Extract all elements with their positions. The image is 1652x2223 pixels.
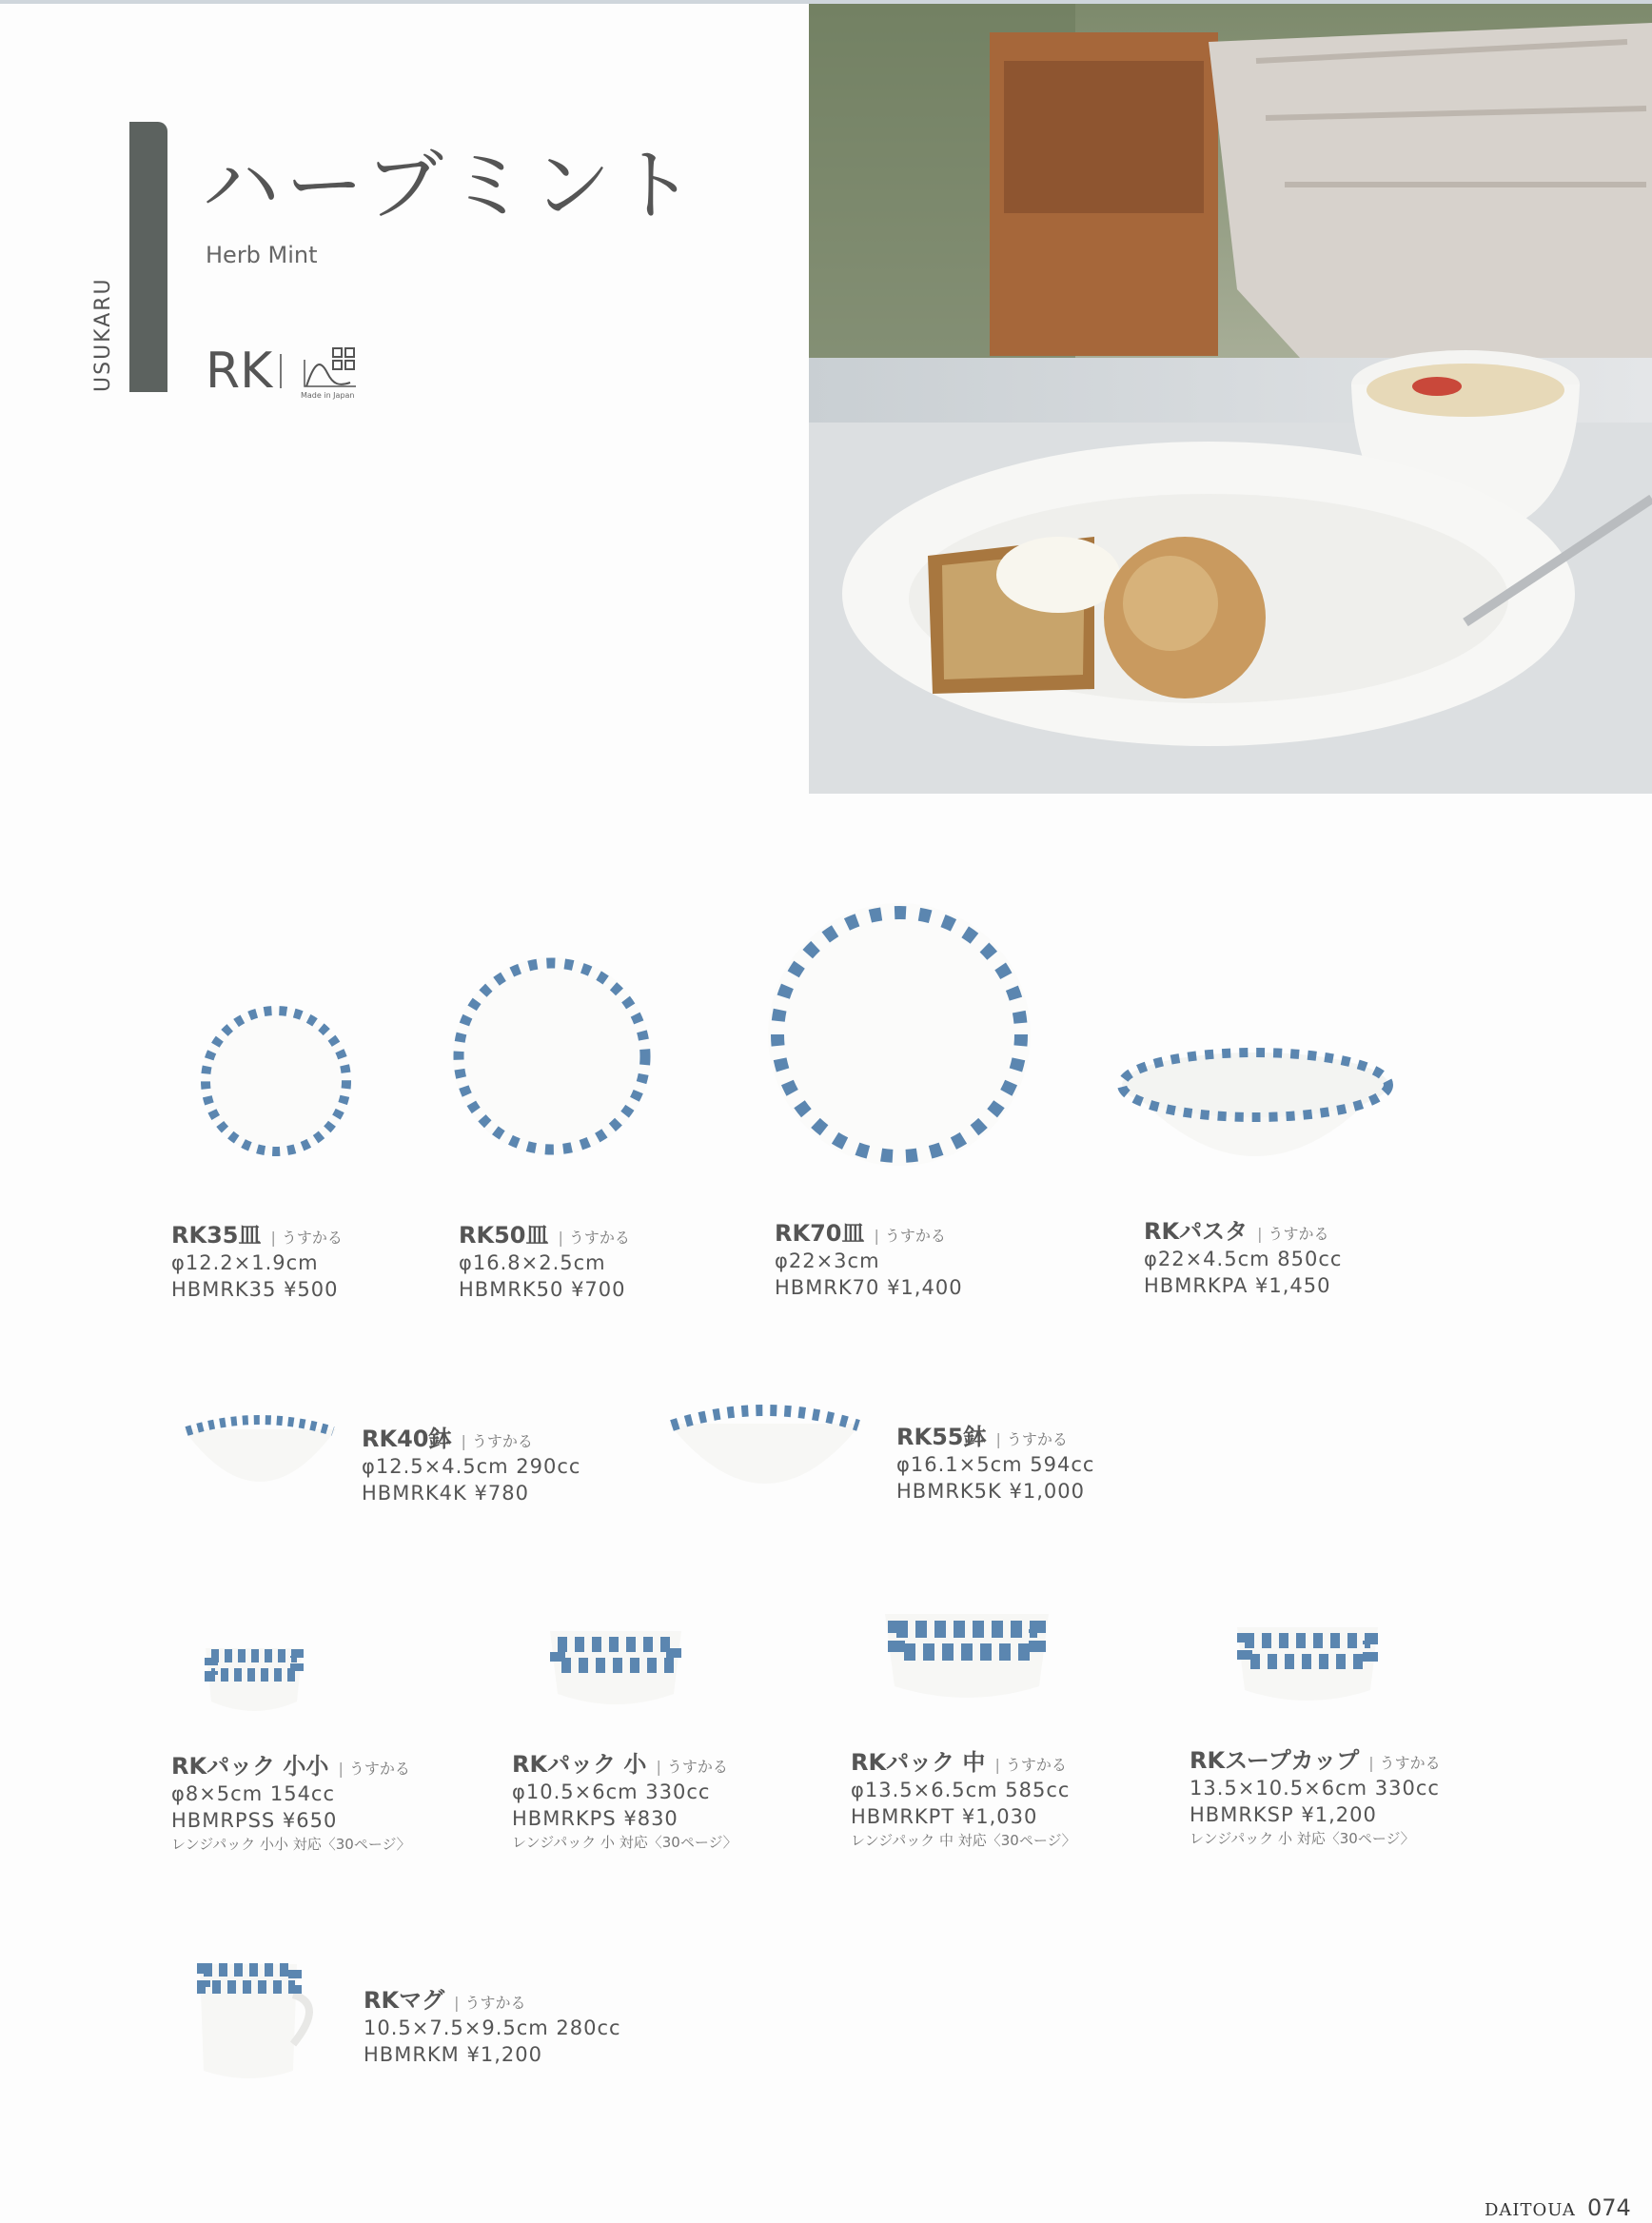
- page-number: 074: [1587, 2194, 1631, 2221]
- product-note: レンジパック 小小 対応〈30ページ〉: [171, 1836, 411, 1853]
- product-size: 10.5×7.5×9.5cm 280cc: [364, 2016, 621, 2039]
- product-code-price: HBMRKPT ¥1,030: [851, 1805, 1038, 1828]
- series-code: RK: [206, 343, 273, 400]
- rk-pasta-image: [1117, 1028, 1393, 1180]
- product-rk-pack-s: [512, 1745, 738, 1853]
- rk-pack-xs-image: [202, 1639, 306, 1721]
- product-code-price: HBMRKSP ¥1,200: [1190, 1803, 1377, 1826]
- rk70-plate-image: [761, 896, 1037, 1172]
- product-rk40: [362, 1420, 580, 1506]
- product-note: レンジパック 小 対応〈30ページ〉: [512, 1834, 738, 1851]
- rk55-bowl-image: [664, 1401, 866, 1513]
- product-rk-soup-cup: [1190, 1741, 1441, 1849]
- product-size: 13.5×10.5×6cm 330cc: [1190, 1777, 1440, 1800]
- footer-brand: DAITOUA: [1485, 2200, 1576, 2220]
- product-name: RKパスタ: [1144, 1218, 1249, 1245]
- product-name: RK70皿: [775, 1220, 865, 1247]
- page-subtitle: Herb Mint: [206, 242, 318, 268]
- product-tag: | うすかる: [558, 1229, 629, 1247]
- rk-mug-image: [194, 1957, 327, 2086]
- product-code-price: HBMRK5K ¥1,000: [896, 1480, 1085, 1503]
- product-name: RKパック 小: [512, 1751, 647, 1778]
- product-rk-pack-xs: [171, 1747, 411, 1855]
- product-code-price: HBMRKM ¥1,200: [364, 2043, 542, 2066]
- product-tag: | うすかる: [1368, 1754, 1440, 1772]
- product-code-price: HBMRK70 ¥1,400: [775, 1276, 963, 1299]
- product-name: RKスープカップ: [1190, 1747, 1360, 1774]
- product-size: φ13.5×6.5cm 585cc: [851, 1779, 1071, 1801]
- product-code-price: HBMRK4K ¥780: [362, 1482, 529, 1505]
- product-size: φ8×5cm 154cc: [171, 1782, 336, 1805]
- rk-pack-m-image: [881, 1606, 1052, 1709]
- product-tag: | うすかる: [994, 1756, 1066, 1774]
- rk50-plate-image: [445, 950, 659, 1163]
- product-tag: | うすかる: [338, 1760, 409, 1778]
- product-note: レンジパック 小 対応〈30ページ〉: [1190, 1830, 1415, 1847]
- product-name: RKパック 小小: [171, 1753, 329, 1780]
- product-rk50: [459, 1216, 630, 1303]
- product-size: φ12.5×4.5cm 290cc: [362, 1455, 581, 1478]
- rk-soup-cup-image: [1233, 1620, 1382, 1711]
- product-tag: | うすかる: [1257, 1225, 1328, 1243]
- rk40-bowl-image: [179, 1410, 341, 1505]
- product-size: φ22×4.5cm 850cc: [1144, 1248, 1343, 1270]
- product-size: φ10.5×6cm 330cc: [512, 1780, 711, 1803]
- page-title: ハーブミント: [202, 141, 700, 231]
- product-tag: | うすかる: [995, 1430, 1067, 1448]
- product-size: φ22×3cm: [775, 1249, 880, 1272]
- hero-photo: [809, 4, 1652, 794]
- product-tag: | うすかる: [874, 1227, 945, 1245]
- product-tag: | うすかる: [270, 1229, 342, 1247]
- side-label: USUKARU: [91, 277, 115, 392]
- made-in-japan-label: Made in Japan: [301, 391, 355, 400]
- product-name: RK35皿: [171, 1222, 262, 1249]
- product-size: φ16.1×5cm 594cc: [896, 1453, 1095, 1476]
- product-code-price: HBMRPSS ¥650: [171, 1809, 338, 1832]
- product-rk-pasta: [1144, 1212, 1342, 1299]
- product-size: φ12.2×1.9cm: [171, 1251, 319, 1274]
- product-rk70: [775, 1214, 963, 1301]
- product-name: RKパック 中: [851, 1749, 986, 1776]
- product-note: レンジパック 中 対応〈30ページ〉: [851, 1832, 1076, 1849]
- product-code-price: HBMRK35 ¥500: [171, 1278, 339, 1301]
- product-name: RK50皿: [459, 1222, 549, 1249]
- series-accent-bar: [129, 122, 167, 392]
- product-rk35: [171, 1216, 343, 1303]
- product-code-price: HBMRKPS ¥830: [512, 1807, 678, 1830]
- product-rk-mug: [364, 1981, 621, 2068]
- product-name: RKマグ: [364, 1987, 445, 2014]
- rk35-plate-image: [190, 995, 362, 1167]
- rk-pack-s-image: [546, 1623, 685, 1715]
- product-tag: | うすかる: [461, 1432, 532, 1450]
- series-divider: [280, 354, 282, 388]
- product-rk55: [896, 1418, 1094, 1505]
- product-size: φ16.8×2.5cm: [459, 1251, 606, 1274]
- product-rk-pack-m: [851, 1743, 1076, 1851]
- product-code-price: HBMRK50 ¥700: [459, 1278, 626, 1301]
- product-name: RK40鉢: [362, 1426, 452, 1452]
- product-tag: | うすかる: [454, 1994, 525, 2012]
- product-code-price: HBMRKPA ¥1,450: [1144, 1274, 1331, 1297]
- product-name: RK55鉢: [896, 1424, 987, 1450]
- product-tag: | うすかる: [656, 1758, 727, 1776]
